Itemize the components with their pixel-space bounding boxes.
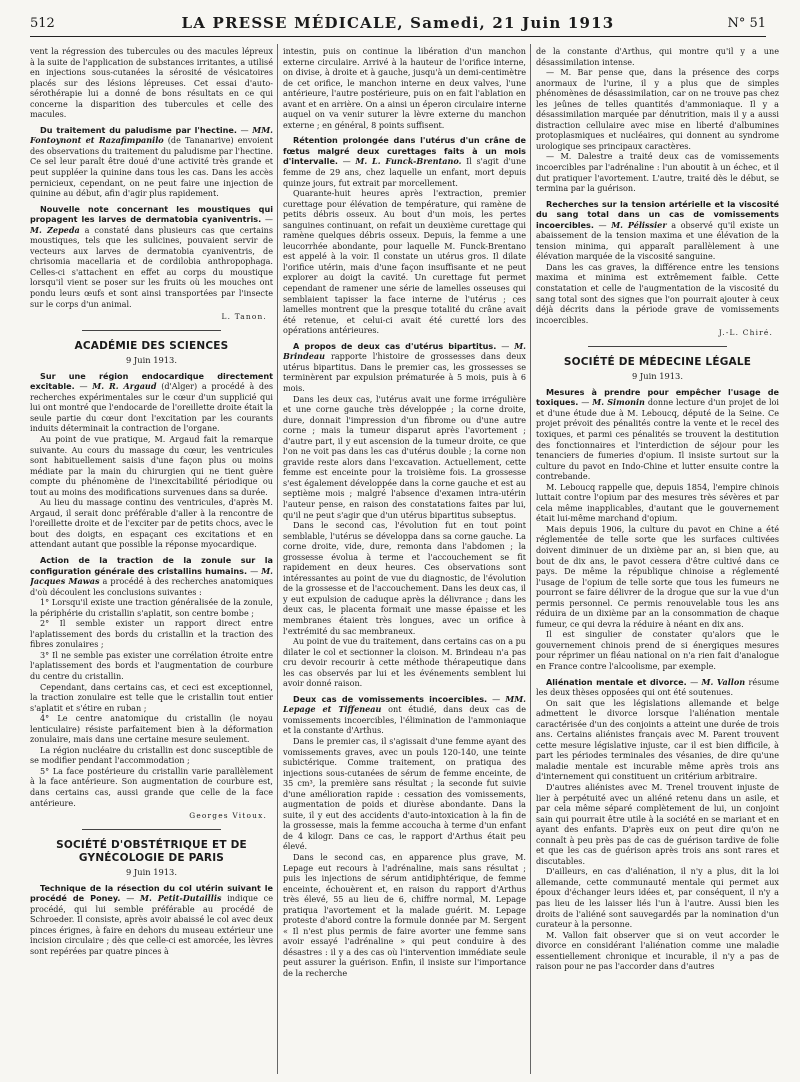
paragraph: vent la régression des tubercules ou des macules lépreux à la suite de l'application de substances irritantes, a utilisé en injections sous-cutanées la sérosité de vésicatoires placés sur des lésions lépreuses. Cet essai d'auto-sérothérapie lui a donné de bons résultats en ce qui concerne la disparition des tubercules et celle des macules. bbox=[30, 46, 273, 120]
article-body: (d'Alger) a procédé à des recherches expérimentales sur le cœur d'un supplicié qui lui ont montré que l'endocarde de l'oreillette droite était la seule partie du cœur dont l'excitation par les courants induits déterminait la contraction de l'organe. bbox=[30, 381, 273, 434]
article-authors: M. L. Funck-Brentano. bbox=[355, 156, 462, 167]
article-authors: M. Simonin bbox=[592, 397, 645, 408]
session-date: 9 Juin 1913. bbox=[126, 354, 177, 365]
session-date: 9 Juin 1913. bbox=[632, 370, 683, 381]
paragraph: Au lieu du massage continu des ventricules, d'après M. Argaud, il serait donc préférable d'aller à la rencontre de l'oreillette droite et de l'exciter par de petits chocs, avec le bout des doigts, en espaçant ces excitations et en attendant autant que possible la réponse myocardique. bbox=[30, 497, 273, 550]
article-title: A propos de deux cas d'utérus bipartitus. bbox=[293, 340, 497, 351]
column-2 bbox=[283, 46, 526, 1076]
article-title: Mesures à prendre pour empêcher l'usage de toxiques. bbox=[536, 386, 779, 408]
paragraph: — M. Bar pense que, dans la présence des corps anormaux de l'urine, il y a plus que de simples phénomènes de désassimilation, car on ne trouve pas chez les jeûnes de telles quantités d'ammoniaque. Il y a désassimilation marquée par dénutrition, mais il y a aussi distraction cellulaire avec mise en liberté d'albumines protoplasmiques et nucléaires, qui donnent au syndrome urologique ses principaux caractères. bbox=[536, 67, 779, 151]
article-cristallins: Action de la traction de la zonule sur la configuration générale des cristallins humains. — M. Jacques Mawas a procédé à des recherches anatomiques d'où découlent les conclusions suivantes : bbox=[30, 554, 273, 597]
list-item: 5° La face postérieure du cristallin varie parallèlement à la face antérieure. Son augmentation de courbure est, dans certains cas, aussi grande que celle de la face antérieure. bbox=[30, 765, 273, 808]
article-authors: M. Petit-Dutaillis bbox=[140, 893, 222, 904]
article-endocarde: Sur une région endocardique directement excitable. — M. R. Argaud (d'Alger) a procédé à des recherches expérimentales sur le cœur d'un supplicié qui lui ont montré que l'endocarde de l'oreillette droite était la seule partie du cœur dont l'excitation par les courants induits déterminait la contraction de l'organe. bbox=[30, 370, 273, 434]
paragraph: Au point de vue pratique, M. Argaud fait la remarque suivante. Au cours du massage du cœur, les ventricules sont habituellement saisis d'une façon plus ou moins médiate par la main du chirurgien qui ne tient guère compte du phénomène de l'inexcitabilité périodique ou tout au moins des modifications survenues dans sa durée. bbox=[30, 433, 273, 497]
divider bbox=[82, 330, 221, 331]
society-heading: SOCIÉTÉ D'OBSTÉTRIQUE ET DE GYNÉCOLOGIE DE PARIS bbox=[56, 838, 247, 864]
article-vomissements: Deux cas de vomissements incoercibles. — MM. Lepage et Tiffeneau ont étudié, dans deux cas de vomissements incoercibles, l'élimination de l'ammoniaque et la constante d'Arthus. bbox=[283, 693, 526, 736]
article-body: rapporte l'histoire de grossesses dans deux utérus bipartitus. Dans le premier cas, les grossesses se terminèrent par expulsion prématurée à 5 mois, puis à 6 mois. bbox=[283, 351, 526, 393]
list-item: 1° Lorsqu'il existe une traction généralisée de la zonule, la périphérie du cristallin s'aplatit, son centre bombe ; bbox=[30, 597, 273, 618]
article-title: Rétention prolongée dans l'utérus d'un crâne de fœtus malgré deux curettages faits à un mois d'intervalle. bbox=[283, 135, 526, 167]
paragraph: — M. Dalestre a traité deux cas de vomissements incoercibles par l'adrénaline : l'un aboutit à un échec, et il dut pratiquer l'avortement. L'autre, traité dès le début, se termina par la guérison. bbox=[536, 151, 779, 194]
divider bbox=[588, 346, 727, 347]
article-moustiques: Nouvelle note concernant les moustiques qui propagent les larves de dermatobia cyaniventris. — M. Zepeda a constaté dans plusieurs cas que certains moustiques, tels que les sulicines, pouvaient servir de vecteurs aux larves de dermatobia cyaniventris, de chrisomia macellaria et de cordilobia anthropophaga. Celles-ci s'attachent en effet au corps du moustique lorsqu'il vient se poser sur les fruits où les mouches ont pondu leurs œufs et sont ainsi transportées par l'insecte sur le corps d'un animal. bbox=[30, 203, 273, 309]
article-authors: M. Vallon bbox=[701, 676, 746, 687]
list-item: 3° Il ne semble pas exister une corrélation étroite entre l'aplatissement des bords et l'augmentation de courbure du centre du cristallin. bbox=[30, 649, 273, 681]
article-authors: MM. Fontoynont et Razafimpanilo bbox=[30, 124, 273, 146]
signature: J.-L. Chiré. bbox=[718, 328, 773, 338]
session-date: 9 Juin 1913. bbox=[126, 866, 177, 877]
article-title: Deux cas de vomissements incoercibles. bbox=[293, 693, 488, 704]
paragraph: D'autres aliénistes avec M. Trenel trouvent injuste de lier à perpétuité avec un aliéné retenu dans un asile, et par cela même séparé complètement de lui, un conjoint sain qui pourrait être utile à la société en se mariant et en ayant des enfants. D'après eux on peut dire qu'on ne connaît à peu près pas de cas de guérison tardive de folie et que les cas de guérison après trois ans sont rares et discutables. bbox=[536, 782, 779, 866]
article-alienation-divorce: Aliénation mentale et divorce. — M. Vallon résume les deux thèses opposées qui ont été soutenues. bbox=[536, 676, 779, 698]
paragraph-text: M. Dalestre a traité deux cas de vomissements incoercibles par l'adrénaline : l'un aboutit à un échec, et il dut pratiquer l'avortement. L'autre, traité dès le début, se termina par la guérison. bbox=[536, 151, 779, 194]
page-number: 512 bbox=[30, 16, 55, 31]
article-title: Aliénation mentale et divorce. bbox=[546, 676, 687, 687]
paragraph: Dans le second cas, l'évolution fut en tout point semblable, l'utérus se développa dans sa corne gauche. La corne droite, vide, dure, remonta dans l'abdomen ; la grossesse évolua à terme et l'accouchement se fit rapidement en deux heures. Ces observations sont intéressantes au point de vue du diagnostic, de l'évolution de la grossesse et de l'accouchement. Dans les deux cas, il y eut expulsion de caduque après la délivrance ; dans les deux cas, le placenta formait une masse épaisse et les membranes étaient très longues, avec un orifice à l'extrémité du sac membraneux. bbox=[283, 520, 526, 636]
article-authors: MM. Lepage et Tiffeneau bbox=[283, 693, 526, 715]
signature: L. Tanon. bbox=[221, 312, 267, 322]
society-heading: SOCIÉTÉ DE MÉDECINE LÉGALE bbox=[563, 355, 752, 368]
paragraph: Au point de vue du traitement, dans certains cas on a pu dilater le col et sectionner la cloison. M. Brindeau n'a pas cru devoir recourir à cette méthode thérapeutique dans les cas observés par lui et les événements semblent lui avoir donné raison. bbox=[283, 636, 526, 689]
paragraph-text: M. Bar pense que, dans la présence des corps anormaux de l'urine, il y a plus que de simples phénomènes de désassimilation, car on ne trouve pas chez les jeûnes de telles quantités d'ammoniaque. Il y a désassimilation marquée par dénutrition, mais il y a aussi distraction cellulaire avec mise en liberté d'albumines protoplasmiques et nucléaires, qui donnent au syndrome urologique ses principaux caractères. bbox=[536, 67, 779, 151]
paragraph: D'ailleurs, en cas d'aliénation, il n'y a plus, dit la loi allemande, cette communauté mentale qui permet aux époux d'échanger leurs idées et, par conséquent, il n'y a pas lieu de les laisser liés l'un à l'autre. Aussi bien les droits de l'aliéné sont sauvegardés par la nomination d'un curateur à la personne. bbox=[536, 866, 779, 930]
article-body: (de Tananarive) envoient des observations du traitement du paludisme par l'hectine. Ce sel leur paraît être doué d'une activité très grande et peut suppléer la quinine dans tous les cas. Dans les accès pernicieux, cependant, on ne peut faire une injection de quinine au début, afin d'agir plus rapidement. bbox=[30, 135, 273, 199]
article-title: Sur une région endocardique directement excitable. bbox=[30, 370, 273, 392]
list-item: La région nucléaire du cristallin est donc susceptible de se modifier pendant l'accommodation ; bbox=[30, 744, 273, 766]
society-heading: ACADÉMIE DES SCIENCES bbox=[74, 339, 229, 352]
list-item: 2° Il semble exister un rapport direct entre l'aplatissement des bords du cristallin et la traction des fibres zonulaires ; bbox=[30, 618, 273, 650]
article-body: ont étudié, dans deux cas de vomissements incoercibles, l'élimination de l'ammoniaque et la constante d'Arthus. bbox=[283, 704, 526, 736]
article-paludisme: Du traitement du paludisme par l'hectine. — MM. Fontoynont et Razafimpanilo (de Tananarive) envoient des observations du traitement du paludisme par l'hectine. Ce sel leur paraît être doué d'une activité très grande et peut suppléer la quinine dans tous les cas. Dans les accès pernicieux, cependant, on ne peut faire une injection de quinine au début, afin d'agir plus rapidement. bbox=[30, 124, 273, 199]
issue-number: N° 51 bbox=[727, 16, 766, 31]
article-title: Action de la traction de la zonule sur la configuration générale des cristallins humains. bbox=[30, 554, 273, 576]
article-authors: M. Pélissier bbox=[611, 219, 667, 230]
column-separator bbox=[530, 44, 531, 1074]
page-header bbox=[30, 14, 766, 37]
article-retention-crane: Rétention prolongée dans l'utérus d'un crâne de fœtus malgré deux curettages faits à un mois d'intervalle. — M. L. Funck-Brentano. Il s'agit d'une femme de 29 ans, chez laquelle un enfant, mort depuis quinze jours, fut extrait par morcellement. bbox=[283, 135, 526, 188]
article-toxiques: Mesures à prendre pour empêcher l'usage de toxiques. — M. Simonin donne lecture d'un projet de loi et d'une étude due à M. Leboucq, député de la Seine. Ce projet prévoit des pénalités contre la vente et le recel des toxiques, et parmi ces pénalités se trouvent la destitution des fonctionnaires et l'interdiction de séjour pour les tenanciers de fumeries d'opium. Il insiste surtout sur la culture du pavot en Indo-Chine et lutter ensuite contre la contrebande. bbox=[536, 386, 779, 482]
paragraph: M. Leboucq rappelle que, depuis 1854, l'empire chinois luttait contre l'opium par des mesures très sévères et par cela même inapplicables, d'autant que le gouvernement était lui-même marchand d'opium. bbox=[536, 481, 779, 524]
article-body: a constaté dans plusieurs cas que certains moustiques, tels que les sulicines, pouvaient servir de vecteurs aux larves de dermatobia cyaniventris, de chrisomia macellaria et de cordilobia anthropophaga. Celles-ci s'attachent en effet au corps du moustique lorsqu'il vient se poser sur les fruits où les mouches ont pondu leurs œufs et sont ainsi transportées par l'insecte sur le corps d'un animal. bbox=[30, 224, 273, 309]
column-3 bbox=[536, 46, 779, 1076]
column-1 bbox=[30, 46, 273, 1076]
article-title: Technique de la résection du col utérin suivant le procédé de Poney. bbox=[30, 882, 273, 904]
article-authors: M. R. Argaud bbox=[92, 381, 157, 392]
article-title: Recherches sur la tension artérielle et la viscosité du sang total dans un cas de vomissements incoercibles. bbox=[536, 198, 779, 230]
paragraph: M. Vallon fait observer que si on veut accorder le divorce en considérant l'aliénation comme une maladie essentiellement chronique et incurable, il n'y a pas de raison pour ne pas l'accorder dans d'autres bbox=[536, 929, 779, 972]
article-body: Il s'agit d'une femme de 29 ans, chez laquelle un enfant, mort depuis quinze jours, fut extrait par morcellement. bbox=[283, 156, 526, 188]
article-authors: M. Jacques Mawas bbox=[30, 565, 273, 587]
paragraph: intestin, puis on continue la libération d'un manchon externe circulaire. Arrivé à la hauteur de l'orifice interne, on divise, à droite et à gauche, jusqu'à un demi-centimètre de cet orifice, le manchon interne en deux valves, l'une antérieure, l'autre postérieure, puis on en fait l'ablation en avant et en arrière. On a ainsi un éperon circulaire interne auquel on va venir suturer la lèvre externe du manchon externe ; en général, 8 points suffisent. bbox=[283, 46, 526, 130]
paragraph: Il est singulier de constater qu'alors que le gouvernement chinois prend de si énergiques mesures pour réprimer un fléau national on n'a rien fait d'analogue en France contre l'alcoolisme, par exemple. bbox=[536, 629, 779, 671]
article-tension-arterielle: Recherches sur la tension artérielle et la viscosité du sang total dans un cas de vomissements incoercibles. — M. Pélissier a observé qu'il existe un abaissement de la tension maxima et une élévation de la tension minima, qui apparaît parallèlement à une élévation marquée de la viscosité sanguine. bbox=[536, 198, 779, 262]
list-item: 4° Le centre anatomique du cristallin (le noyau lenticulaire) résiste parfaitement bien à la déformation zonulaire, mais dans une certaine mesure seulement. bbox=[30, 713, 273, 745]
article-body: résume les deux thèses opposées qui ont été soutenues. bbox=[536, 676, 779, 698]
paragraph: Mais depuis 1906, la culture du pavot en Chine a été réglementée de telle sorte que les surfaces cultivées doivent diminuer de un dixième par an, si bien que, au bout de dix ans, le pavot cessera d'être cultivé dans ce pays. De même la république chinoise a réglementé l'usage de l'opium de telle sorte que tous les fumeurs ne pourront se faire délivrer de la drogue que sur la vue d'un permis personnel. Ce permis renouvelable tous les ans réduira de un dixième par an la consommation de chaque fumeur, ce qui devra la réduire à néant en dix ans. bbox=[536, 523, 779, 629]
paragraph: Dans les deux cas, l'utérus avait une forme irrégulière et une corne gauche très développée ; la corne droite, dure, donnait l'impression d'un fibrome ou d'une autre corne ; mais la tumeur disparut après l'avortement ; d'autre part, il y eut ascension de la tumeur droite, ce que l'on ne voit pas dans les cas d'utérus double ; la corne non gravide reste alors dans l'excavation. Actuellement, cette femme est enceinte pour la troisième fois. La grossesse s'est également développée dans la corne gauche et est au septième mois ; malgré l'absence d'examen intra-utérin l'auteur pense, en raison des constatations faites par lui, qu'il ne peut s'agir que d'un utérus bipartitus subseptus. bbox=[283, 393, 526, 520]
article-title: Du traitement du paludisme par l'hectine. bbox=[40, 124, 237, 135]
divider bbox=[82, 829, 221, 830]
article-body: a procédé à des recherches anatomiques d'où découlent les conclusions suivantes : bbox=[30, 576, 273, 597]
column-separator bbox=[277, 44, 278, 1074]
article-body: donne lecture d'un projet de loi et d'une étude due à M. Leboucq, député de la Seine. Ce projet prévoit des pénalités contre la vente et le recel des toxiques, et parmi ces pénalités se trouvent la destitution des fonctionnaires et l'interdiction de séjour pour les tenanciers de fumeries d'opium. Il insiste surtout sur la culture du pavot en Indo-Chine et lutter ensuite contre la contrebande. bbox=[536, 397, 779, 482]
paragraph: Quarante-huit heures après l'extraction, premier curettage pour élévation de température, qui ramène de petits débris osseux. Au bout d'un mois, les pertes sanguines continuant, on refait un deuxième curettage qui ramène quelques débris osseux. Depuis, la femme a une leucorrhée abondante, pour laquelle M. Funck-Brentano est appelé à la voir. Il constate un utérus gros. Il dilate l'orifice utérin, mais d'une façon insuffisante et ne peut explorer au doigt la cavité. Un curettage fut permet cependant de ramener une série de lamelles osseuses qui semblaient tapisser la face interne de l'utérus ; ces lamelles montrent que la presque totalité du crâne avait été retenue, et celui-ci avait été curetté lors des opérations antérieures. bbox=[283, 188, 526, 336]
paragraph: Dans le second cas, en apparence plus grave, M. Lepage eut recours à l'adrénaline, mais sans résultat ; puis les injections de sérum antidiphtérique, de femme enceinte, échouèrent et, en raison du rapport d'Arthus très élevé, 55 au lieu de 6, chiffre normal, M. Lepage pratiqua l'avortement et la malade guérit. M. Lepage proteste d'abord contre la formule donnée par M. Sergent « Il n'est plus permis de faire avorter une femme sans avoir essayé l'adrénaline » qui peut conduire à des désastres : il y a des cas où l'intervention immédiate seule peut assurer la guérison. Enfin, il insiste sur l'importance de la recherche bbox=[283, 852, 526, 979]
paragraph: de la constante d'Arthus, qui montre qu'il y a une désassimilation intense. bbox=[536, 46, 779, 67]
paragraph: Dans le premier cas, il s'agissait d'une femme ayant des vomissements graves, avec un pouls 120-140, une teinte subictérique. Comme traitement, on pratiqua des injections sous-cutanées de sérum de femme enceinte, de 35 cm³, la première sans résultat ; la seconde fut suivie d'une amélioration rapide : cessation des vomissements, augmentation de poids et diurèse abondante. Dans la suite, il y eut des accidents d'auto-intoxication à la fin de la grossesse, mais la femme accoucha à terme d'un enfant de 4 kilogr. Dans ce cas, le rapport d'Arthus était peu élevé. bbox=[283, 736, 526, 852]
paragraph: On sait que les législations allemande et belge admettent le divorce lorsque l'aliénation mentale caractérisée d'un des conjoints a atteint une durée de trois ans. Certains aliénistes français avec M. Parent trouvent cette mesure législative injuste, car il est bien difficile, à part les périodes terminales des vésanies, de dire qu'une maladie mentale est incurable même après trois ans d'internement qui constituent un critérium arbitraire. bbox=[536, 697, 779, 782]
article-title: Nouvelle note concernant les moustiques qui propagent les larves de dermatobia cyaniventris. bbox=[30, 203, 273, 225]
article-uterus-bipartitus: A propos de deux cas d'utérus bipartitus. — M. Brindeau rapporte l'histoire de grossesses dans deux utérus bipartitus. Dans le premier cas, les grossesses se terminèrent par expulsion prématurée à 5 mois, puis à 6 mois. bbox=[283, 340, 526, 393]
article-authors: M. Brindeau bbox=[283, 340, 526, 362]
article-body: indique ce procédé, qui lui semble préférable au procédé de Schroeder. Il consiste, après avoir abaissé le col avec deux pinces érignes, à faire en dehors du museau extérieur une incision circulaire ; dès que celle-ci est amorcée, les lèvres sont repérées par quatre pinces à bbox=[30, 893, 273, 956]
signature: Georges Vitoux. bbox=[189, 811, 267, 821]
article-body: a observé qu'il existe un abaissement de la tension maxima et une élévation de la tension minima, qui apparaît parallèlement à une élévation marquée de la viscosité sanguine. bbox=[536, 219, 779, 262]
article-col-uterin: Technique de la résection du col utérin suivant le procédé de Poney. — M. Petit-Dutaillis indique ce procédé, qui lui semble préférable au procédé de Schroeder. Il consiste, après avoir abaissé le col avec deux pinces érignes, à faire en dehors du museau extérieur une incision circulaire ; dès que celle-ci est amorcée, les lèvres sont repérées par quatre pinces à bbox=[30, 882, 273, 956]
list-item: Cependant, dans certains cas, et ceci est exceptionnel, la traction zonulaire est telle que le cristallin tout entier s'aplatit et s'étire en ruban ; bbox=[30, 681, 273, 713]
journal-title: LA PRESSE MÉDICALE, Samedi, 21 Juin 1913 bbox=[181, 14, 615, 32]
paragraph: Dans les cas graves, la différence entre les tensions maxima et minima est extrêmement faible. Cette constatation et celle de l'augmentation de la viscosité du sang total sont des signes que l'on pourrait ajouter à ceux déjà décrits dans la période grave de vomissements incoercibles. bbox=[536, 261, 779, 325]
article-authors: M. Zepeda bbox=[30, 224, 80, 235]
